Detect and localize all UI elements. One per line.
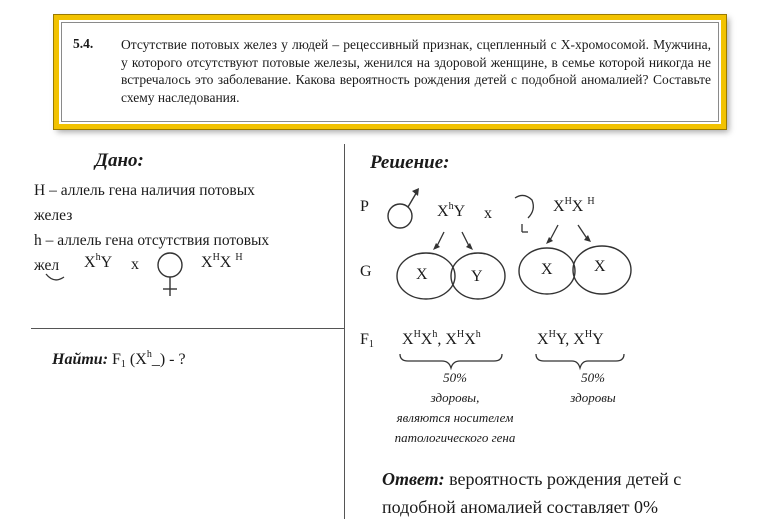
vertical-divider: [344, 144, 345, 519]
solution-title: Решение:: [370, 152, 450, 173]
p-female-genotype: $X^HX$ $^H$: [553, 196, 595, 215]
partial-male-symbol: [40, 270, 70, 290]
answer-text-line-1: вероятность рождения детей с: [444, 469, 682, 489]
partial-female-symbol: [508, 190, 538, 240]
f1-sons-genotypes: $X^HY$, $X^HY$: [537, 329, 604, 348]
answer-label: Ответ:: [382, 469, 445, 489]
female-gamete-arrows: [540, 222, 600, 250]
sons-note: 50% здоровы: [570, 370, 616, 405]
p-label: P: [360, 198, 369, 215]
gamete-label: X: [416, 266, 428, 283]
female-symbol: [152, 250, 188, 302]
given-line-3: h – аллель гена отсутствия потовых: [34, 232, 270, 249]
gamete-label: X: [541, 261, 553, 278]
daughters-note: 50% здоровы, являются носителем патологического гена: [394, 370, 516, 445]
find-line: Найти: $F_1$ $(X^h\_)$ - ?: [52, 349, 186, 370]
given-male-genotype: $X^hY$: [84, 252, 113, 271]
given-female-genotype: $X^HX$ $^H$: [201, 252, 243, 271]
male-symbol: [380, 184, 426, 234]
task-number: 5.4.: [73, 36, 94, 51]
find-label: Найти:: [52, 351, 109, 368]
answer-block: [382, 465, 681, 521]
p-cross-sign: х: [484, 205, 492, 222]
g-label: G: [360, 263, 372, 280]
gamete-label: Y: [471, 268, 483, 285]
p-male-genotype: $X^hY$: [437, 201, 466, 220]
given-line-4: жел: [34, 257, 60, 274]
task-text: Отсутствие потовых желез у людей – рецессивный признак, сцепленный с Х-хромосомой. Мужчина, у которого отсутствуют потовые железы, женился на здоровой женщине, в семье которой никогда не встречалось это заболевание. Какова вероятность рождения детей с подобной аномалией? Составьте схему наследования.: [121, 37, 711, 105]
f1-daughters-genotypes: $X^HX^h$, $X^HX^h$: [402, 329, 481, 348]
gamete-label: X: [594, 258, 606, 275]
given-cross-sign: х: [131, 256, 139, 273]
given-line-2: желез: [34, 207, 73, 224]
f1-label: $F_1$: [360, 331, 374, 350]
task-box: [54, 15, 726, 129]
answer-text-line-2: подобной аномалией составляет 0%: [382, 497, 659, 517]
horizontal-divider: [31, 328, 345, 329]
given-title: Дано:: [95, 150, 144, 171]
given-line-1: Н – аллель гена наличия потовых: [34, 182, 255, 199]
